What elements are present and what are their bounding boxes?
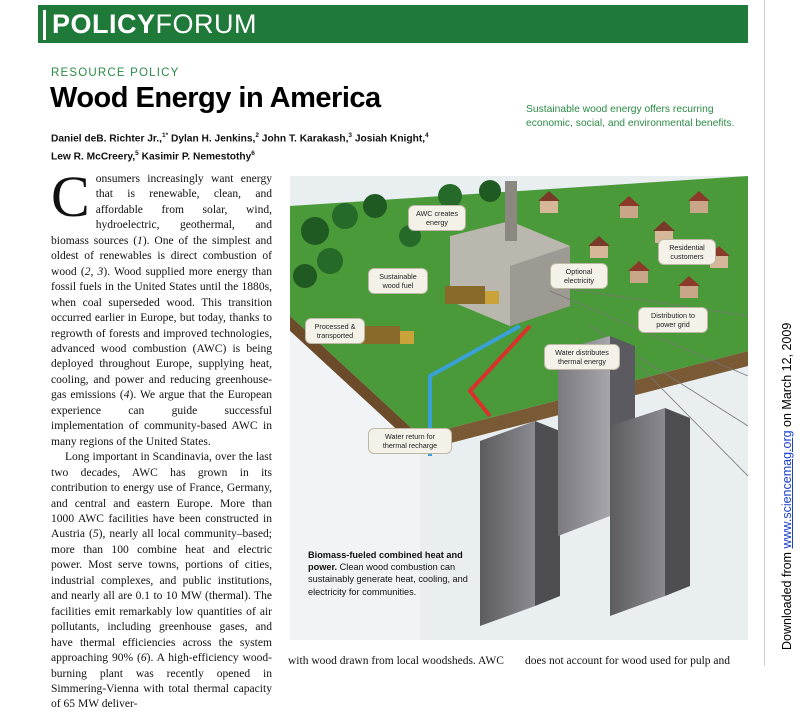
body-column-1 — [51, 164, 273, 713]
download-notice: Downloaded from www.sciencemag.org on March 12, 2009 — [780, 322, 794, 650]
callout-awc: AWC creates energy — [408, 205, 466, 231]
figure-caption: Biomass-fueled combined heat and power. Clean wood combustion can sustainably generate heat, cooling, and electricity for communities. — [308, 550, 468, 597]
section-label: RESOURCE POLICY — [51, 67, 180, 79]
paragraph-2: Long important in Scandinavia, over the last two decades, AWC has grown in its contribution to energy use of France, Germany, and central and eastern Europe. More than 1000 AWC facilities have been constructed in Austria (5), nearly all local community–based; more than 100 combine heat and electric power. Most serve towns, portions of cities, industrial complexes, and public institutions, and nearly all are 0.1 to 10 MW (thermal). The facilities emit remarkably low quantities of air pollutants, including greenhouse gases, and have thermal efficiencies across the system approaching 90% (6). A high-efficiency wood-burning plant was recently opened in Simmering-Vienna with total thermal capacity of 65 MW deliver- — [51, 451, 272, 711]
callout-distributes: Water distributes thermal energy — [544, 344, 620, 370]
page-edge — [764, 0, 765, 666]
author-list: Daniel deB. Richter Jr.,$^{1*}$ Dylan H. Jenkins,$^2$ John T. Karakash,$^3$ Josiah Knight,$^4$ Lew R. McCreery,$^5$ Kasimir P. Nemestothy$^6$ — [51, 132, 429, 163]
callout-residential: Residential customers — [658, 239, 716, 265]
drop-cap: C — [51, 164, 90, 229]
article-headline: Wood Energy in America — [50, 82, 381, 114]
callout-electricity: Optional electricity — [550, 263, 608, 289]
article-blurb: Sustainable wood energy offers recurring economic, social, and environmental benefits. — [526, 104, 735, 129]
callout-processed: Processed & transported — [305, 318, 365, 344]
banner-title: POLICYFORUM — [52, 9, 257, 39]
callout-return: Water return for thermal recharge — [368, 428, 452, 454]
sciencemag-link[interactable]: www.sciencemag.org — [780, 430, 794, 549]
callout-fuel: Sustainable wood fuel — [368, 268, 428, 294]
paragraph-1: Consumers increasingly want energy that is renewable, clean, and affordable from solar, wind, hydroelectric, geothermal, and biomass sources (1). One of the simplest and oldest of renewables is direct combustion of wood (2, 3). Wood supplied more energy than fossil fuels in the United States until the 1880s, when coal superseded wood. This transition occurred earlier in Europe, but today, thanks to regrowth of forests and improved technologies, advanced wood combustion (AWC) is being deployed throughout Europe, supplying heat, cooling, and power and reducing greenhouse-gas emissions (4). We argue that the European experience can guide successful implementation of community-based AWC in many regions of the United States. — [51, 164, 273, 448]
callout-grid: Distribution to power grid — [638, 307, 708, 333]
column-3-fragment: does not account for wood used for pulp and — [525, 655, 731, 667]
column-2-fragment: with wood drawn from local woodsheds. AWC — [288, 655, 504, 667]
banner-divider — [43, 10, 46, 40]
